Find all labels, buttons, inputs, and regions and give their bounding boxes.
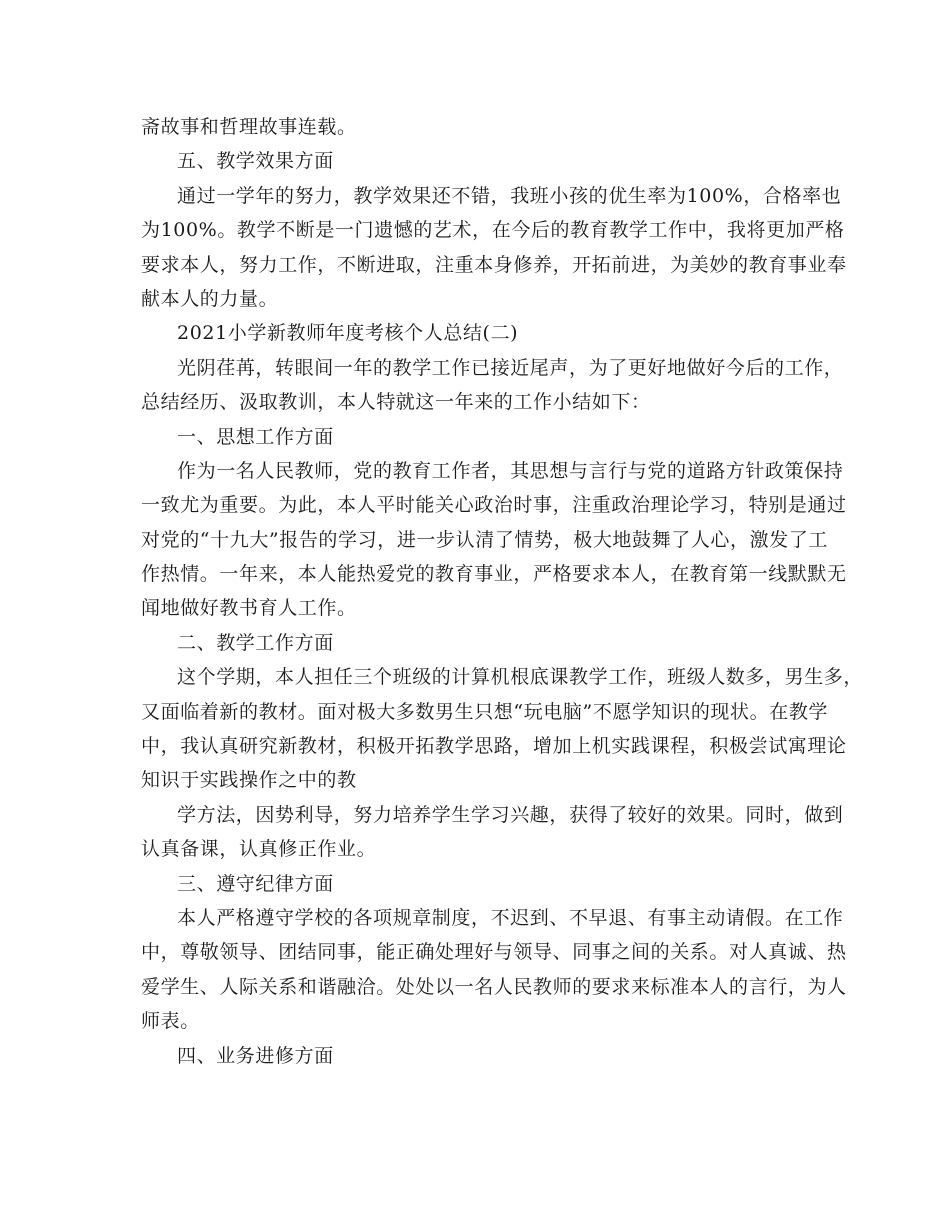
text-line: 这个学期，本人担任三个班级的计算机根底课教学工作，班级人数多，男生多， — [177, 666, 864, 689]
text-line: 对党的“十九大”报告的学习，进一步认清了情势，极大地鼓舞了人心，激发了工 — [141, 528, 829, 551]
text-line: 总结经历、汲取教训，本人特就这一年来的工作小结如下： — [141, 391, 651, 414]
text-line: 2021小学新教师年度考核个人总结(二) — [177, 322, 519, 345]
text-line: 作为一名人民教师，党的教育工作者，其思想与言行与党的道路方针政策保持 — [177, 459, 844, 482]
text-line: 作热情。一年来，本人能热爱党的教育事业，严格要求本人，在教育第一线默默无 — [141, 563, 847, 586]
text-line: 五、教学效果方面 — [177, 150, 334, 173]
text-line: 要求本人，努力工作，不断进取，注重本身修养，开拓前进，为美妙的教育事业奉 — [141, 253, 847, 276]
document-page — [141, 110, 864, 1073]
text-line: 中，尊敬领导、团结同事，能正确处理好与领导、同事之间的关系。对人真诚、热 — [141, 941, 847, 964]
text-line: 四、业务进修方面 — [177, 1044, 334, 1067]
text-line: 一、思想工作方面 — [177, 425, 334, 448]
text-line: 学方法，因势利导，努力培养学生学习兴趣，获得了较好的效果。同时，做到 — [177, 803, 844, 826]
text-line: 知识于实践操作之中的教 — [141, 769, 357, 792]
text-line: 献本人的力量。 — [141, 287, 279, 310]
text-line: 闻地做好教书育人工作。 — [141, 597, 357, 620]
text-line: 爱学生、人际关系和谐融洽。处处以一名人民教师的要求来标准本人的言行，为人 — [141, 975, 847, 998]
text-line: 二、教学工作方面 — [177, 631, 334, 654]
text-line: 三、遵守纪律方面 — [177, 872, 334, 895]
text-line: 为100%。教学不断是一门遗憾的艺术，在今后的教育教学工作中，我将更加严格 — [141, 219, 845, 242]
text-line: 又面临着新的教材。面对极大多数男生只想“玩电脑”不愿学知识的现状。在教学 — [141, 700, 829, 723]
text-line: 一致尤为重要。为此，本人平时能关心政治时事，注重政治理论学习，特别是通过 — [141, 494, 847, 517]
text-line: 斋故事和哲理故事连载。 — [141, 116, 357, 138]
text-line: 本人严格遵守学校的各项规章制度，不迟到、不早退、有事主动请假。在工作 — [177, 906, 844, 929]
text-line: 通过一学年的努力，教学效果还不错，我班小孩的优生率为100%，合格率也 — [177, 184, 842, 207]
text-line: 师表。 — [141, 1010, 200, 1033]
text-line: 中，我认真研究新教材，积极开拓教学思路，增加上机实践课程，积极尝试寓理论 — [141, 735, 847, 758]
text-line: 认真备课，认真修正作业。 — [141, 838, 377, 861]
text-line: 光阴荏苒，转眼间一年的教学工作已接近尾声，为了更好地做好今后的工作， — [177, 356, 844, 379]
